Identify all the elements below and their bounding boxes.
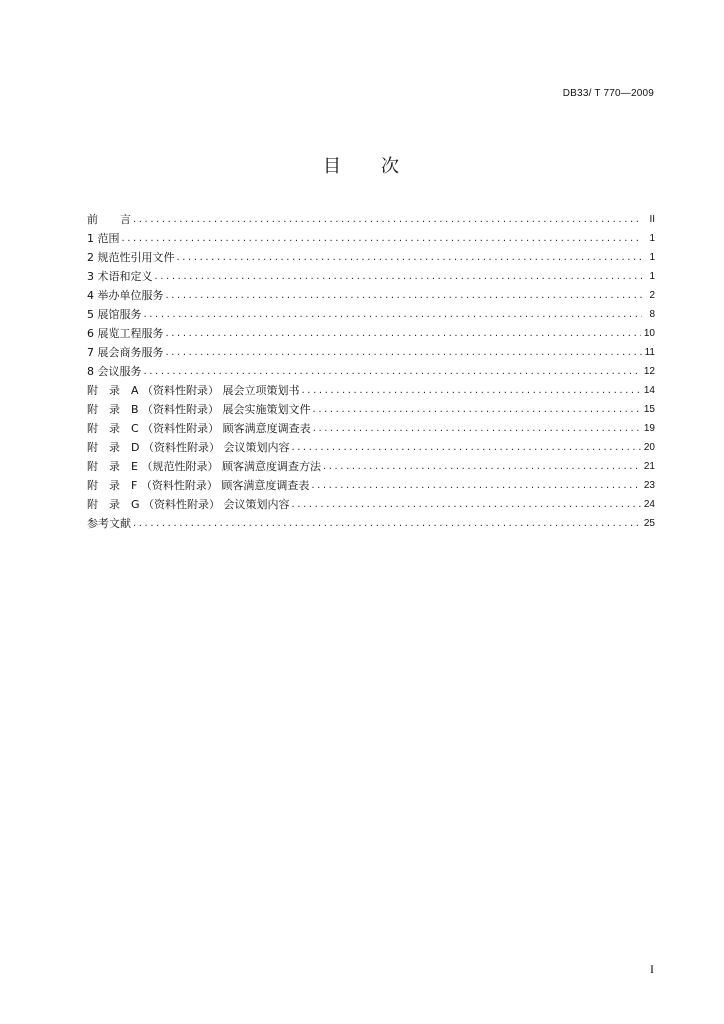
toc-entry-page: 24 bbox=[643, 499, 655, 510]
toc-entry-page: 19 bbox=[643, 423, 655, 434]
toc-entry-label: 1 范围 bbox=[87, 232, 120, 245]
toc-entry-label: 附 录 G （资料性附录） 会议策划内容 bbox=[87, 498, 290, 511]
toc-dot-leader bbox=[166, 343, 642, 362]
toc-dot-leader bbox=[155, 267, 643, 286]
toc-entry-label: 4 举办单位服务 bbox=[87, 289, 164, 302]
toc-entry-page: 8 bbox=[649, 309, 655, 320]
toc-dot-leader bbox=[311, 476, 641, 495]
toc-entry-label: 参考文献 bbox=[87, 517, 131, 530]
page-title-char-2: 次 bbox=[381, 156, 401, 177]
toc-entry[interactable] bbox=[87, 495, 655, 514]
toc-dot-leader bbox=[313, 419, 641, 438]
toc-entry-page: 1 bbox=[649, 271, 655, 282]
toc-entry[interactable] bbox=[87, 381, 655, 400]
toc-dot-leader bbox=[166, 324, 641, 343]
toc-entry[interactable] bbox=[87, 324, 655, 343]
toc-entry[interactable] bbox=[87, 343, 655, 362]
toc-entry-label: 5 展馆服务 bbox=[87, 308, 142, 321]
toc-entry[interactable] bbox=[87, 438, 655, 457]
toc-dot-leader bbox=[133, 210, 642, 229]
toc-dot-leader bbox=[323, 457, 641, 476]
toc-entry[interactable] bbox=[87, 400, 655, 419]
toc-entry-label: 2 规范性引用文件 bbox=[87, 251, 175, 264]
toc-entry[interactable] bbox=[87, 476, 655, 495]
toc-entry[interactable] bbox=[87, 362, 655, 381]
document-code: DB33/ T 770—2009 bbox=[562, 88, 654, 99]
toc-entry[interactable] bbox=[87, 286, 655, 305]
toc-entry-page: 1 bbox=[649, 233, 655, 244]
toc-entry[interactable] bbox=[87, 514, 655, 533]
toc-entry-label: 附 录 B （资料性附录） 展会实施策划文件 bbox=[87, 403, 311, 416]
toc-entry-label: 8 会议服务 bbox=[87, 365, 142, 378]
toc-entry-label: 6 展览工程服务 bbox=[87, 327, 164, 340]
toc-entry-page: II bbox=[649, 214, 655, 225]
toc-dot-leader bbox=[313, 400, 641, 419]
toc-dot-leader bbox=[133, 514, 641, 533]
table-of-contents bbox=[87, 210, 655, 533]
toc-entry[interactable] bbox=[87, 457, 655, 476]
page-number: I bbox=[650, 962, 654, 976]
toc-entry-page: 25 bbox=[643, 518, 655, 529]
toc-entry-page: 15 bbox=[643, 404, 655, 415]
toc-entry-label: 7 展会商务服务 bbox=[87, 346, 164, 359]
toc-entry-label: 前 言 bbox=[87, 213, 131, 226]
toc-dot-leader bbox=[144, 305, 643, 324]
toc-dot-leader bbox=[166, 286, 643, 305]
toc-dot-leader bbox=[291, 438, 640, 457]
toc-dot-leader bbox=[177, 248, 643, 267]
toc-dot-leader bbox=[144, 362, 641, 381]
toc-entry-page: 23 bbox=[643, 480, 655, 491]
toc-entry-page: 14 bbox=[643, 385, 655, 396]
toc-entry[interactable] bbox=[87, 229, 655, 248]
page-title-char-1: 目 bbox=[323, 156, 343, 177]
toc-dot-leader bbox=[122, 229, 643, 248]
toc-entry[interactable] bbox=[87, 419, 655, 438]
toc-entry[interactable] bbox=[87, 210, 655, 229]
toc-entry-page: 12 bbox=[643, 366, 655, 377]
toc-dot-leader bbox=[302, 381, 641, 400]
toc-entry-page: 20 bbox=[643, 442, 655, 453]
toc-entry-label: 附 录 C （资料性附录） 顾客满意度调查表 bbox=[87, 422, 311, 435]
toc-entry-label: 附 录 F （资料性附录） 顾客满意度调查表 bbox=[87, 479, 310, 492]
toc-entry-label: 附 录 E （规范性附录） 顾客满意度调查方法 bbox=[87, 460, 321, 473]
page-title bbox=[0, 152, 724, 178]
toc-dot-leader bbox=[292, 495, 641, 514]
toc-entry-label: 附 录 A （资料性附录） 展会立项策划书 bbox=[87, 384, 300, 397]
toc-entry-page: 2 bbox=[649, 290, 655, 301]
toc-entry[interactable] bbox=[87, 305, 655, 324]
toc-entry-label: 附 录 D （资料性附录） 会议策划内容 bbox=[87, 441, 290, 454]
toc-entry-page: 11 bbox=[644, 347, 655, 358]
toc-entry[interactable] bbox=[87, 248, 655, 267]
toc-entry-label: 3 术语和定义 bbox=[87, 270, 153, 283]
toc-entry-page: 21 bbox=[643, 461, 655, 472]
toc-entry[interactable] bbox=[87, 267, 655, 286]
toc-entry-page: 1 bbox=[649, 252, 655, 263]
toc-entry-page: 10 bbox=[643, 328, 655, 339]
